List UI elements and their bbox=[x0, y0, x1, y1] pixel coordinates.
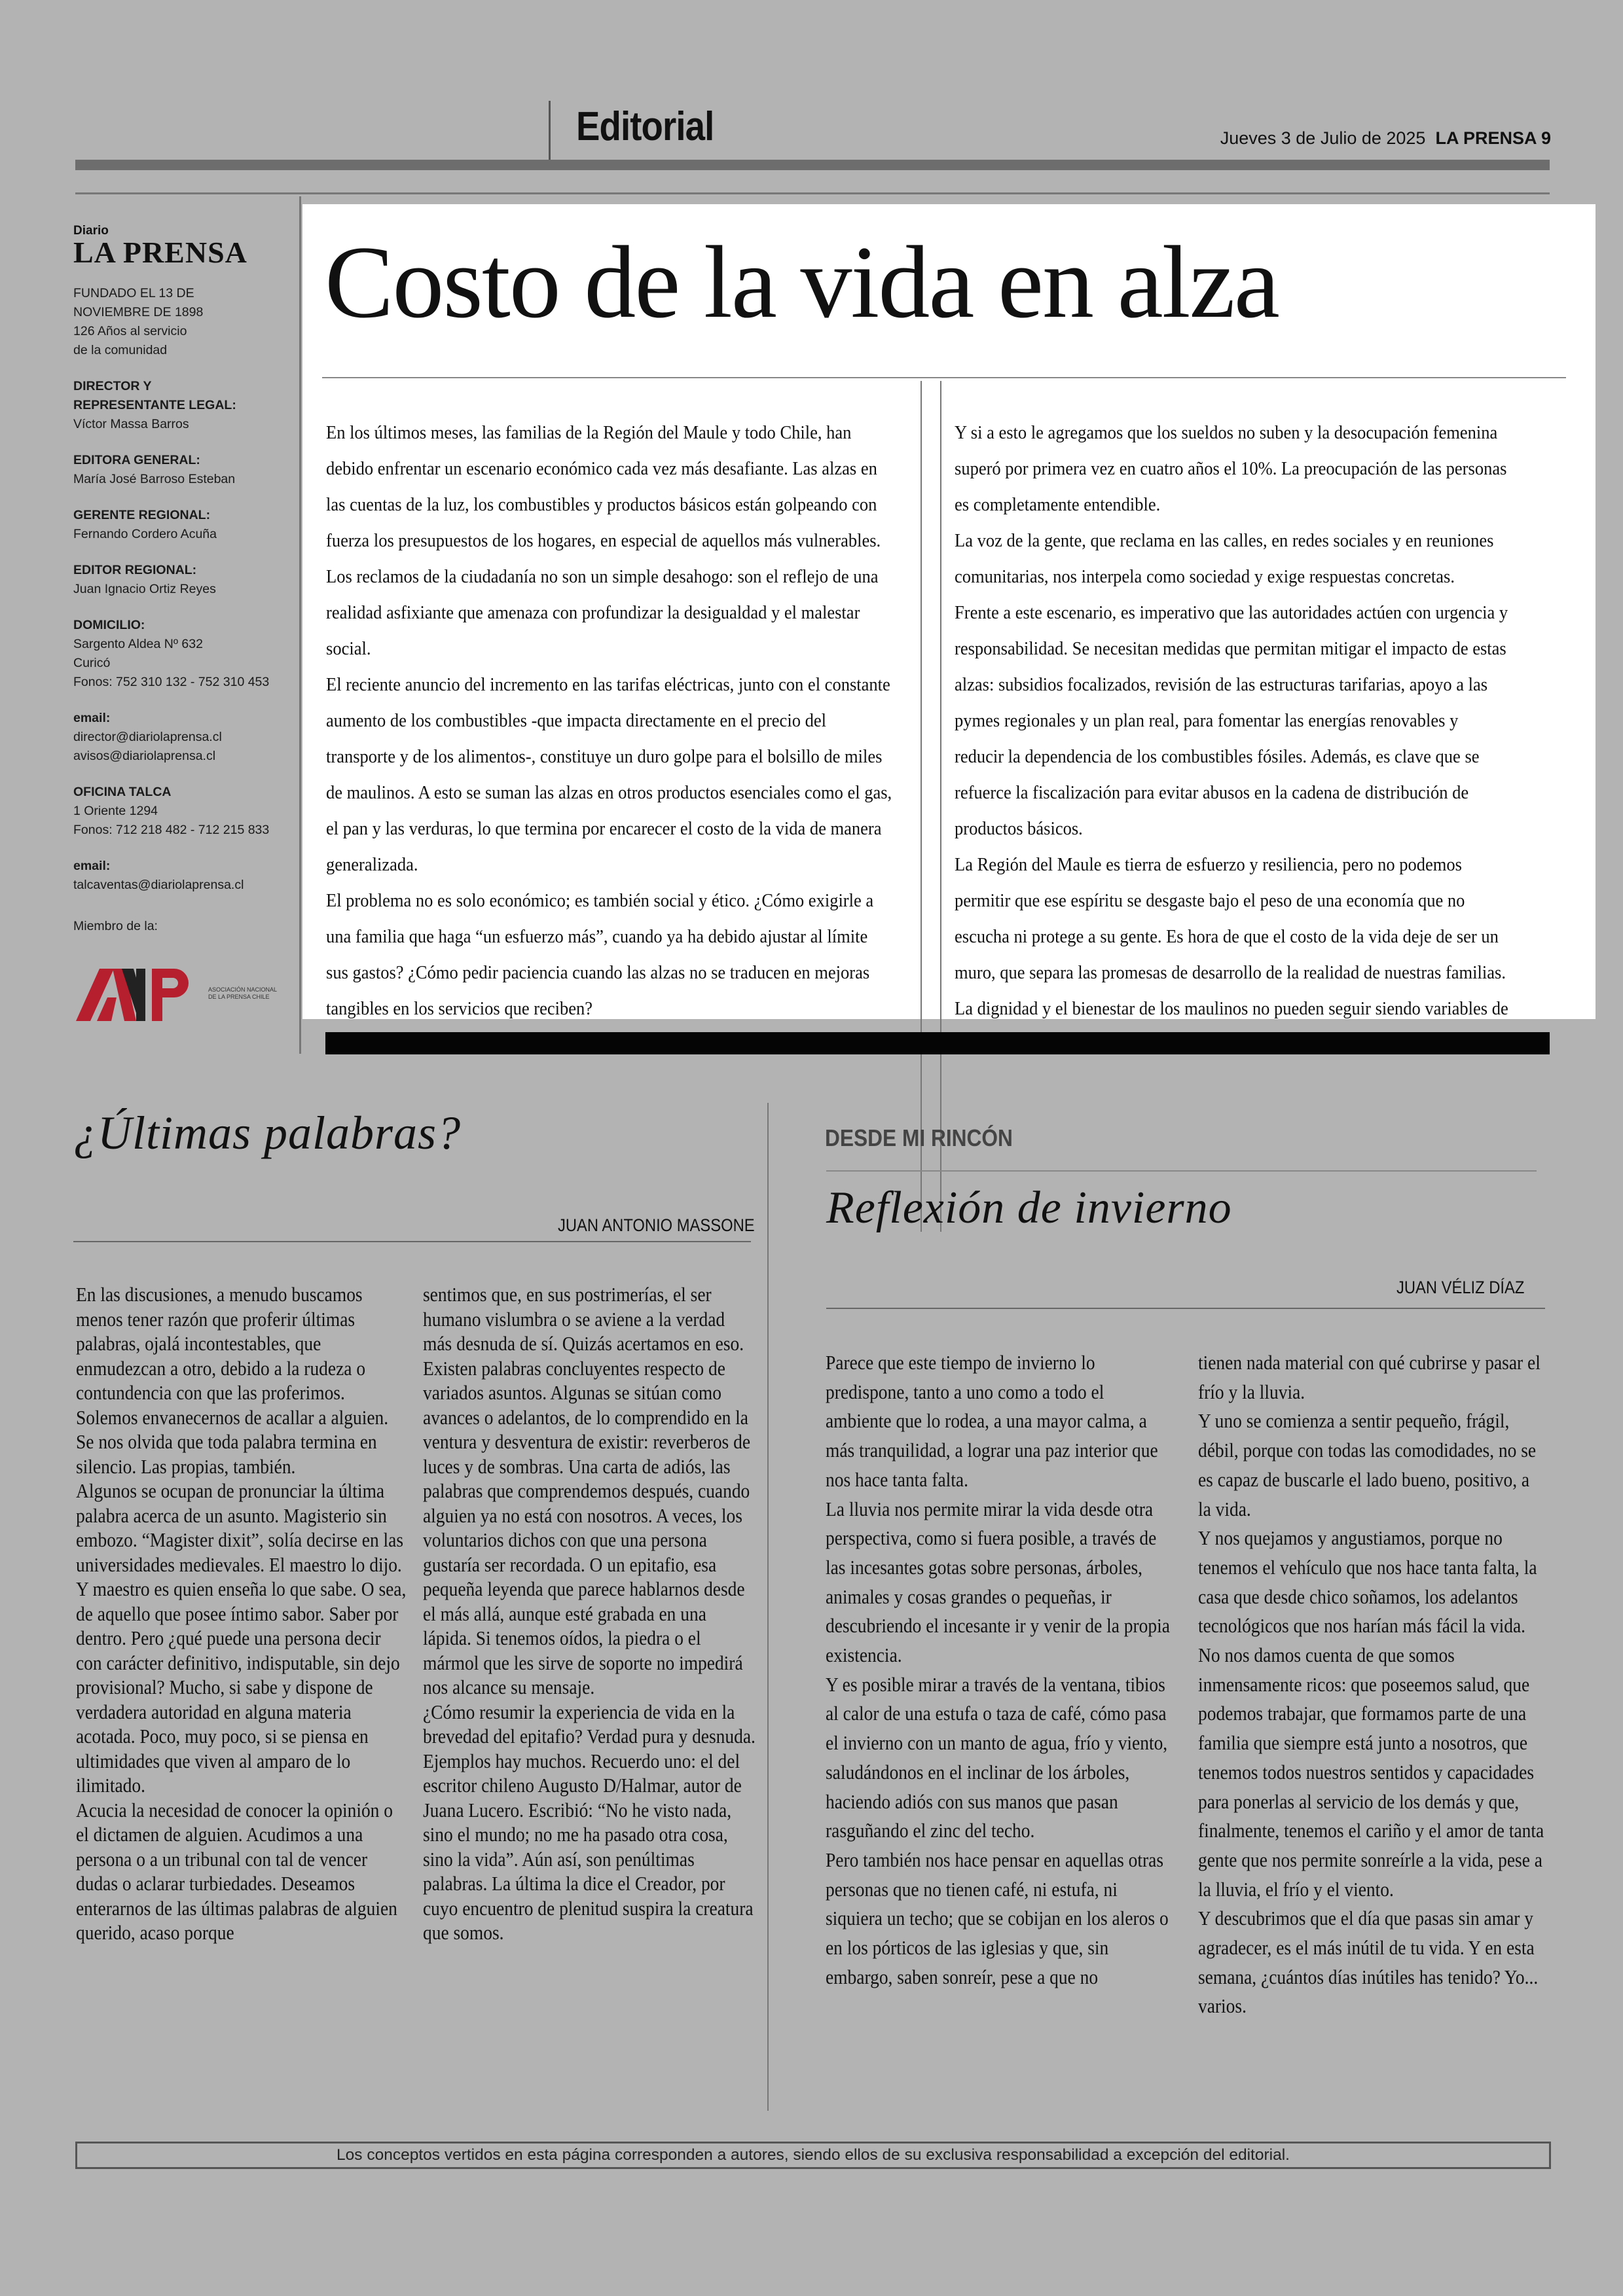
staff-detail: avisos@diariolaprensa.cl bbox=[73, 749, 216, 763]
staff-role: email: bbox=[73, 711, 111, 725]
paragraph: Y es posible mirar a través de la ventana, tibios al calor de una estufa o taza de café, cómo pasa el invierno con un manto de agua, frío y viento, saludándonos en el inclinar de los árboles, haciendo adiós con sus manos que pasan rasguñando el zinc del techo. bbox=[826, 1673, 1168, 1842]
founded-line: de la comunidad bbox=[73, 343, 168, 357]
paragraph: La voz de la gente, que reclama en las calles, en redes sociales y en reuniones comunitarias, nos interpela como sociedad y exige respuestas concretas. bbox=[955, 531, 1494, 587]
staff-detail: director@diariolaprensa.cl bbox=[73, 730, 222, 744]
paragraph: En los últimos meses, las familias de la Región del Maule y todo Chile, han debido enfrentar un escenario económico cada vez más desafiante. Las alzas en las cuentas de la luz, los combustibles y productos básicos están golpeando con fuerza los presupuestos de los hogares, en especial de aquellos más vulnerables. Los reclamos de la ciudadanía no son un simple desahogo: son el reflejo de una realidad asfixiante que amenaza con profundizar la desigualdad y el malestar social. bbox=[326, 423, 881, 659]
publication-page: LA PRENSA 9 bbox=[1435, 128, 1551, 148]
article-kicker: DESDE MI RINCÓN bbox=[825, 1124, 1013, 1151]
article-title: Reflexión de invierno bbox=[826, 1183, 1232, 1233]
paragraph: El reciente anuncio del incremento en las tarifas eléctricas, junto con el constante aumento de los combustibles -que impacta directamente en el precio del transporte y de los alimentos-, constituye un duro golpe para el bolsillo de miles de maulinos. A esto se suman las alzas en otros productos esenciales como el gas, el pan y las verduras, lo que termina por encarecer el costo de la vida de manera generalizada. bbox=[326, 675, 892, 875]
editorial-title-rule bbox=[322, 377, 1566, 378]
staff-entry bbox=[73, 783, 299, 840]
header-rule bbox=[75, 192, 1550, 194]
staff-entry bbox=[73, 377, 299, 434]
paragraph: La lluvia nos permite mirar la vida desde otra perspectiva, como si fuera posible, a través de las incesantes gotas sobre personas, árboles, animales y cosas grandes o pequeñas, ir descubriendo el incesante ir y venir de la propia existencia. bbox=[826, 1498, 1170, 1667]
paragraph: Acucia la necesidad de conocer la opinión o el dictamen de alguien. Acudimos a una persona o a un tribunal con tal de vencer dudas o aclarar turbiedades. Deseamos enterarnos de las últimas palabras de alguien querido, acaso porque bbox=[76, 1799, 397, 1944]
masthead bbox=[73, 196, 301, 1054]
founded-line: 126 Años al servicio bbox=[73, 324, 187, 338]
staff-role: EDITOR REGIONAL: bbox=[73, 563, 197, 577]
staff-entry bbox=[73, 616, 299, 692]
masthead-kicker: Diario bbox=[73, 224, 109, 238]
staff-detail: Víctor Massa Barros bbox=[73, 417, 189, 431]
member-label: Miembro de la: bbox=[73, 919, 158, 933]
staff-detail: talcaventas@diariolaprensa.cl bbox=[73, 878, 244, 892]
paragraph: En las discusiones, a menudo buscamos menos tener razón que proferir últimas palabras, ojalá incontestables, que enmudezcan a otro, debido a la rudeza o contundencia con que las proferimos. Solemos envanecernos de acallar a alguien. Se nos olvida que toda palabra termina en silencio. Las propias, también. bbox=[76, 1283, 389, 1478]
article-title: ¿Últimas palabras? bbox=[73, 1107, 462, 1159]
staff-detail: Fonos: 752 310 132 - 752 310 453 bbox=[73, 675, 270, 689]
editorial-box bbox=[302, 204, 1596, 1019]
anp-logo bbox=[73, 963, 299, 1024]
paragraph: Parece que este tiempo de invierno lo predispone, tanto a uno como a todo el ambiente que lo rodea, a una mayor calma, a más tranquilidad, a lograr una paz interior que nos hace tanta falta. bbox=[826, 1352, 1158, 1491]
column-divider bbox=[940, 381, 941, 1232]
anp-logo-icon bbox=[73, 963, 204, 1024]
masthead-staff bbox=[73, 377, 299, 895]
editorial-column-1 bbox=[326, 415, 892, 1027]
staff-detail: Fonos: 712 218 482 - 712 215 833 bbox=[73, 823, 270, 837]
article-right-column-1 bbox=[826, 1348, 1173, 1992]
staff-role: DOMICILIO: bbox=[73, 618, 145, 632]
staff-role: GERENTE REGIONAL: bbox=[73, 508, 211, 522]
staff-role: REPRESENTANTE LEGAL: bbox=[73, 398, 236, 412]
paragraph: Y si a esto le agregamos que los sueldos no suben y la desocupación femenina superó por primera vez en cuatro años el 10%. La preocupación de las personas es completamente entendible. bbox=[955, 423, 1507, 515]
editorial-bottom-bar bbox=[325, 1032, 1550, 1054]
article-left-column-2 bbox=[423, 1283, 756, 1946]
staff-entry bbox=[73, 709, 299, 766]
editorial-column-2 bbox=[955, 415, 1512, 1063]
staff-detail: Juan Ignacio Ortiz Reyes bbox=[73, 582, 216, 596]
footer-disclaimer: Los conceptos vertidos en esta página corresponden a autores, siendo ellos de su exclusiva responsabilidad a excepción del editorial. bbox=[75, 2142, 1551, 2169]
staff-role: email: bbox=[73, 859, 111, 873]
paragraph: No nos damos cuenta de que somos inmensamente ricos: que poseemos salud, que podemos trabajar, que formamos parte de una familia que siempre está junto a nosotros, que tenemos todos nuestros sentidos y capacidades para ponerlas al servicio de los demás y que, finalmente, tenemos el cariño y el amor de tanta gente que nos permite sonreírle a la vida, pese a la lluvia, el frío y el viento. bbox=[1198, 1644, 1544, 1901]
founded-line: NOVIEMBRE DE 1898 bbox=[73, 305, 204, 319]
article-rule bbox=[73, 1241, 751, 1242]
paragraph: Pero también nos hace pensar en aquellas otras personas que no tienen café, ni estufa, ni siquiera un techo; que se cobijan en los aleros o en los pórticos de las iglesias y que, sin embargo, saben sonreír, pese a que no bbox=[826, 1848, 1169, 1988]
staff-entry bbox=[73, 506, 299, 544]
staff-role: EDITORA GENERAL: bbox=[73, 453, 200, 467]
staff-detail: Curicó bbox=[73, 656, 111, 670]
masthead-name: LA PRENSA bbox=[73, 236, 247, 269]
paragraph: Y descubrimos que el día que pasas sin amar y agradecer, es el más inútil de tu vida. Y en esta semana, ¿cuántos días inútiles has tenido? Yo... varios. bbox=[1198, 1907, 1539, 2018]
paragraph: Frente a este escenario, es imperativo que las autoridades actúen con urgencia y responsabilidad. Se necesitan medidas que permitan mitigar el impacto de estas alzas: subsidios focalizados, revisión de las estructuras tarifarias, apoyo a las pymes regionales y un plan real, para fomentar las energías renovables y reducir la dependencia de los combustibles fósiles. Además, es clave que se refuerce la fiscalización para evitar abusos en la cadena de distribución de productos básicos. bbox=[955, 603, 1508, 839]
editorial-title: Costo de la vida en alza bbox=[325, 225, 1279, 340]
paragraph: tienen nada material con qué cubrirse y pasar el frío y la lluvia. bbox=[1198, 1352, 1541, 1403]
article-author: JUAN VÉLIZ DÍAZ bbox=[1396, 1278, 1525, 1297]
founded-line: FUNDADO EL 13 DE bbox=[73, 286, 194, 300]
column-divider bbox=[767, 1103, 769, 2111]
paragraph: La Región del Maule es tierra de esfuerzo y resiliencia, pero no podemos permitir que ese espíritu se desgaste bajo el peso de una economía que no escucha ni protege a su gente. Es hora de que el costo de la vida deje de ser un muro, que separa las promesas de desarrollo de la realidad de nuestras familias. La dignidad y el bienestar de los maulinos no pueden seguir siendo variables de bbox=[955, 855, 1508, 1019]
paragraph: ¿Cómo resumir la experiencia de vida en la brevedad del epitafio? Verdad pura y desnuda. Ejemplos hay muchos. Recuerdo uno: el del escritor chileno Augusto D/Halmar, autor de Juana Lucero. Escribió: “No he visto nada, sino el mundo; no me ha pasado otra cosa, sino la vida”. Aún así, son penúltimas palabras. La última la dice el Creador, por cuyo encuentro de plenitud suspira la creatura que somos. bbox=[423, 1700, 756, 1944]
staff-role: OFICINA TALCA bbox=[73, 785, 172, 799]
date-line bbox=[1220, 128, 1551, 149]
kicker-rule bbox=[826, 1170, 1537, 1172]
staff-role: DIRECTOR Y bbox=[73, 379, 152, 393]
staff-detail: Sargento Aldea Nº 632 bbox=[73, 637, 203, 651]
paragraph: Y uno se comienza a sentir pequeño, frágil, débil, porque con todas las comodidades, no se es capaz de buscarle el lado bueno, positivo, a la vida. bbox=[1198, 1410, 1537, 1520]
header-divider bbox=[549, 101, 551, 160]
staff-entry bbox=[73, 561, 299, 599]
anp-logo-text: ASOCIACIÓN NACIONAL DE LA PRENSA CHILE bbox=[208, 986, 277, 1000]
paragraph: sentimos que, en sus postrimerías, el ser humano vislumbra o se aviene a la verdad más desnuda de sí. Quizás acertamos en eso. bbox=[423, 1283, 744, 1355]
article-right-column-2 bbox=[1198, 1348, 1546, 2021]
paragraph: Existen palabras concluyentes respecto de variados asuntos. Algunas se sitúan como avances o adelantos, de lo comprendido en la ventura y desventura de existir: reverberos de luces y de sombras. Una carta de adiós, las palabras que comprendemos después, cuando alguien ya no está con nosotros. A veces, los voluntarios dichos con que una persona gustaría ser recordada. O un epitafio, esa pequeña leyenda que parece hablarnos desde el más allá, aunque esté grabada en una lápida. Si tenemos oídos, la piedra o el mármol que les sirve de soporte no impedirá nos alcance su mensaje. bbox=[423, 1357, 751, 1698]
staff-detail: María José Barroso Esteban bbox=[73, 472, 236, 486]
article-rule bbox=[826, 1308, 1545, 1309]
column-divider bbox=[921, 381, 922, 1232]
staff-detail: 1 Oriente 1294 bbox=[73, 804, 158, 818]
masthead-founded bbox=[73, 284, 299, 360]
section-title: Editorial bbox=[576, 104, 714, 149]
staff-entry bbox=[73, 857, 299, 895]
staff-entry bbox=[73, 451, 299, 489]
issue-date: Jueves 3 de Julio de 2025 bbox=[1220, 128, 1426, 148]
paragraph: Y nos quejamos y angustiamos, porque no tenemos el vehículo que nos hace tanta falta, la casa que desde chico soñamos, los adelantos tecnológicos que nos harían más fácil la vida. bbox=[1198, 1527, 1537, 1638]
article-left-column-1 bbox=[76, 1283, 409, 1946]
paragraph: Algunos se ocupan de pronunciar la última palabra acerca de un asunto. Magisterio sin embozo. “Magister dixit”, solía decirse en las universidades medievales. El maestro lo dijo. Y maestro es quien enseña lo que sabe. O sea, de aquello que posee íntimo sabor. Saber por dentro. Pero ¿qué puede una persona decir con carácter definitivo, indisputable, sin dejo provisional? Mucho, si sabe y dispone de verdadera autoridad en alguna materia acotada. Poco, muy poco, si se piensa en ultimidades que viven al amparo de lo ilimitado. bbox=[76, 1480, 407, 1797]
header-bar bbox=[75, 160, 1550, 170]
staff-detail: Fernando Cordero Acuña bbox=[73, 527, 217, 541]
paragraph: El problema no es solo económico; es también social y ético. ¿Cómo exigirle a una familia que haga “un esfuerzo más”, cuando ya ha debido ajustar al límite sus gastos? ¿Cómo pedir paciencia cuando las alzas no se traducen en mejoras tangibles en los servicios que reciben? bbox=[326, 891, 874, 1019]
article-author: JUAN ANTONIO MASSONE bbox=[558, 1215, 755, 1235]
